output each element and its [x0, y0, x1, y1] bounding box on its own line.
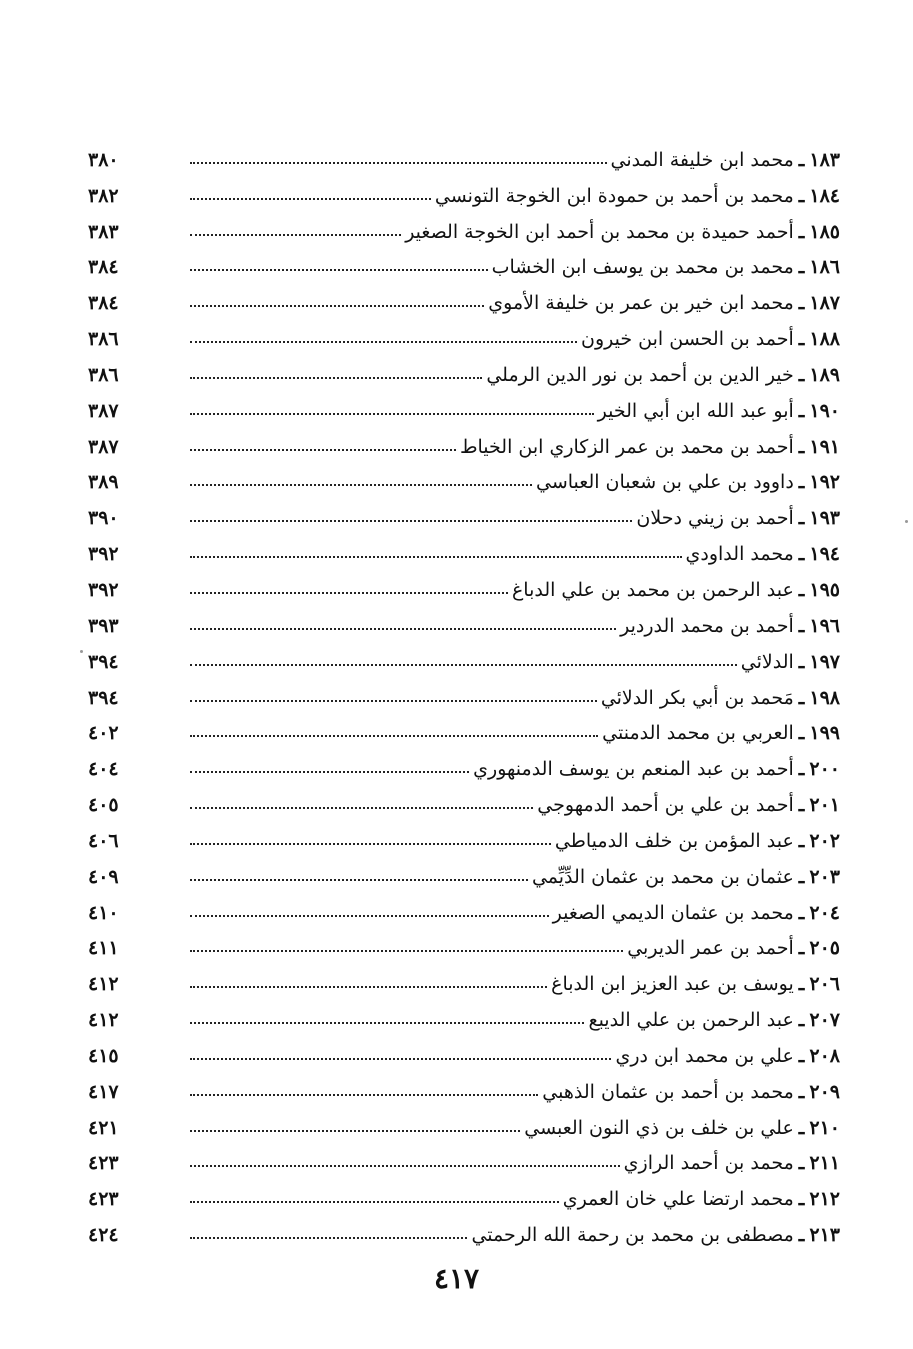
dot-leader	[190, 628, 616, 630]
entry-title: أحمد بن علي بن أحمد الدمهوجي	[537, 794, 794, 817]
dot-leader	[190, 592, 508, 594]
entry-number: ١٩٠	[809, 399, 840, 422]
entry-page-number: ٣٩٢	[88, 543, 119, 566]
entry-separator: ـ	[798, 148, 805, 171]
dot-leader	[190, 879, 528, 881]
print-speck	[905, 520, 908, 523]
entry-title: علي بن خلف بن ذي النون العبسي	[524, 1116, 794, 1139]
entry-title: محمد بن أحمد بن حمودة ابن الخوجة التونسي	[434, 184, 794, 207]
entry-title: علي بن محمد ابن دري	[615, 1044, 794, 1067]
dot-leader	[190, 1201, 559, 1203]
toc-entry	[88, 601, 840, 637]
entry-page-number: ٤٠٢	[88, 722, 119, 745]
entry-number: ٢٠٧	[809, 1009, 840, 1032]
dot-leader	[190, 1022, 584, 1024]
entry-page-number: ٣٩٤	[88, 686, 119, 709]
entry-number: ٢١٢	[809, 1188, 840, 1211]
entry-number: ١٩٢	[809, 471, 840, 494]
entry-number: ١٨٧	[809, 292, 840, 315]
entry-separator: ـ	[798, 471, 805, 494]
entry-title: محمد بن أحمد بن عثمان الذهبي	[542, 1080, 794, 1103]
dot-leader	[190, 1165, 620, 1167]
dot-leader	[190, 198, 431, 200]
entry-separator: ـ	[798, 722, 805, 745]
entry-separator: ـ	[798, 1188, 805, 1211]
entry-page-number: ٤١٥	[88, 1044, 119, 1067]
dot-leader	[190, 735, 598, 737]
toc-entry	[88, 924, 840, 960]
entry-page-number: ٤٠٤	[88, 758, 119, 781]
entry-page-number: ٣٨٤	[88, 256, 119, 279]
entry-page-number: ٣٨٢	[88, 184, 119, 207]
toc-entry	[88, 529, 840, 565]
entry-title: محمد ابن خليفة المدني	[610, 148, 794, 171]
entry-separator: ـ	[798, 292, 805, 315]
toc-entry	[88, 744, 840, 780]
toc-entry	[88, 207, 840, 243]
entry-separator: ـ	[798, 865, 805, 888]
entry-title: العربي بن محمد الدمنتي	[602, 722, 794, 745]
entry-page-number: ٤٢٣	[88, 1152, 119, 1175]
toc-entry	[88, 565, 840, 601]
toc-entry	[88, 637, 840, 673]
entry-page-number: ٣٩٠	[88, 507, 119, 530]
entry-separator: ـ	[798, 328, 805, 351]
toc-entry	[88, 386, 840, 422]
entry-title: داوود بن علي بن شعبان العباسي	[536, 471, 794, 494]
dot-leader	[190, 664, 737, 666]
toc-entry	[88, 1210, 840, 1246]
entry-page-number: ٤١٢	[88, 973, 119, 996]
entry-page-number: ٣٨٣	[88, 220, 119, 243]
entry-separator: ـ	[798, 901, 805, 924]
toc-entry	[88, 422, 840, 458]
toc-entry	[88, 959, 840, 995]
toc-entry	[88, 888, 840, 924]
dot-leader	[190, 484, 532, 486]
dot-leader	[190, 556, 682, 558]
entry-page-number: ٤٠٦	[88, 829, 119, 852]
dot-leader	[190, 807, 533, 809]
entry-separator: ـ	[798, 435, 805, 458]
entry-title: أحمد بن عمر الديربي	[627, 937, 794, 960]
toc-entry	[88, 243, 840, 279]
entry-page-number: ٤٢١	[88, 1116, 119, 1139]
dot-leader	[190, 771, 469, 773]
entry-number: ٢١٣	[809, 1224, 840, 1247]
dot-leader	[190, 520, 632, 522]
entry-number: ٢٠١	[809, 794, 840, 817]
entry-title: أحمد بن الحسن ابن خيرون	[581, 328, 794, 351]
entry-number: ١٩٩	[809, 722, 840, 745]
entry-title: عبد الرحمن بن محمد بن علي الدباغ	[511, 578, 794, 601]
dot-leader	[190, 1130, 520, 1132]
entry-separator: ـ	[798, 1080, 805, 1103]
entry-number: ١٨٥	[809, 220, 840, 243]
entry-separator: ـ	[798, 1044, 805, 1067]
entry-title: محمد بن أحمد الرازي	[623, 1152, 794, 1175]
entry-separator: ـ	[798, 220, 805, 243]
toc-entry	[88, 458, 840, 494]
entry-title: محمد ابن خير بن عمر بن خليفة الأموي	[488, 292, 794, 315]
entry-number: ٢١٠	[809, 1116, 840, 1139]
entry-separator: ـ	[798, 829, 805, 852]
toc-entry	[88, 673, 840, 709]
entry-page-number: ٣٨٦	[88, 328, 119, 351]
entry-title: أحمد بن محمد الدردير	[620, 614, 794, 637]
entry-number: ١٨٤	[809, 184, 840, 207]
entry-title: عثمان بن محمد بن عثمان الدِّيِّمي	[531, 865, 794, 888]
entry-number: ٢٠٠	[809, 758, 840, 781]
toc-entry	[88, 852, 840, 888]
entry-separator: ـ	[798, 937, 805, 960]
entry-title: يوسف بن عبد العزيز ابن الدباغ	[551, 973, 794, 996]
dot-leader	[190, 162, 607, 164]
entry-title: مَحمد بن أبي بكر الدلائي	[600, 686, 794, 709]
entry-separator: ـ	[798, 1009, 805, 1032]
entry-title: خير الدين بن أحمد بن نور الدين الرملي	[486, 363, 794, 386]
entry-number: ٢٠٤	[809, 901, 840, 924]
toc-entry	[88, 493, 840, 529]
entry-separator: ـ	[798, 650, 805, 673]
entry-number: ١٩٨	[809, 686, 840, 709]
entry-title: أحمد بن زيني دحلان	[636, 507, 794, 530]
entry-page-number: ٣٩٤	[88, 650, 119, 673]
entry-page-number: ٤٠٥	[88, 794, 119, 817]
dot-leader	[190, 915, 549, 917]
toc-entry	[88, 171, 840, 207]
entry-title: محمد بن محمد بن يوسف ابن الخشاب	[491, 256, 794, 279]
page-number: ٤١٧	[433, 1262, 480, 1295]
entry-separator: ـ	[798, 758, 805, 781]
entry-page-number: ٣٩٣	[88, 614, 119, 637]
entry-page-number: ٤١١	[88, 937, 119, 960]
dot-leader	[190, 377, 482, 379]
entry-page-number: ٤٢٣	[88, 1188, 119, 1211]
entry-separator: ـ	[798, 1224, 805, 1247]
entry-title: عبد المؤمن بن خلف الدمياطي	[554, 829, 794, 852]
entry-number: ١٨٩	[809, 363, 840, 386]
entry-number: ١٨٦	[809, 256, 840, 279]
entry-number: ١٩١	[809, 435, 840, 458]
dot-leader	[190, 449, 456, 451]
entry-title: محمد ارتضا علي خان العمري	[562, 1188, 794, 1211]
entry-number: ٢٠٥	[809, 937, 840, 960]
entry-page-number: ٤١٢	[88, 1009, 119, 1032]
toc-entry	[88, 1103, 840, 1139]
entry-separator: ـ	[798, 578, 805, 601]
entry-number: ٢٠٣	[809, 865, 840, 888]
print-speck	[80, 650, 83, 653]
entry-separator: ـ	[798, 1152, 805, 1175]
entry-separator: ـ	[798, 363, 805, 386]
entry-number: ١٩٤	[809, 543, 840, 566]
entry-number: ٢٠٩	[809, 1080, 840, 1103]
entry-page-number: ٣٨٧	[88, 399, 119, 422]
dot-leader	[190, 341, 577, 343]
entry-number: ٢٠٢	[809, 829, 840, 852]
entry-title: محمد الداودي	[685, 543, 794, 566]
toc-entry	[88, 278, 840, 314]
entry-separator: ـ	[798, 973, 805, 996]
entry-page-number: ٣٨٦	[88, 363, 119, 386]
entry-separator: ـ	[798, 507, 805, 530]
entry-title: أبو عبد الله ابن أبي الخير	[597, 399, 794, 422]
toc-entry	[88, 816, 840, 852]
entry-separator: ـ	[798, 614, 805, 637]
entry-number: ٢٠٦	[809, 973, 840, 996]
entry-title: محمد بن عثمان الديمي الصغير	[552, 901, 794, 924]
entry-separator: ـ	[798, 794, 805, 817]
dot-leader	[190, 700, 597, 702]
toc-entry	[88, 1174, 840, 1210]
entry-number: ١٩٧	[809, 650, 840, 673]
entry-number: ١٩٣	[809, 507, 840, 530]
dot-leader	[190, 413, 594, 415]
entry-title: الدلائي	[740, 650, 794, 673]
toc-entry	[88, 1139, 840, 1175]
entry-title: أحمد حميدة بن محمد بن أحمد ابن الخوجة الصغير	[405, 220, 794, 243]
toc-entry	[88, 995, 840, 1031]
entry-page-number: ٣٨٧	[88, 435, 119, 458]
entry-separator: ـ	[798, 256, 805, 279]
entry-title: عبد الرحمن بن علي الديبع	[588, 1009, 794, 1032]
entry-title: أحمد بن محمد بن عمر الزكاري ابن الخياط	[459, 435, 794, 458]
entry-number: ١٩٥	[809, 578, 840, 601]
dot-leader	[190, 1237, 467, 1239]
entry-page-number: ٣٨٤	[88, 292, 119, 315]
entry-page-number: ٤١٠	[88, 901, 119, 924]
toc-entry	[88, 314, 840, 350]
entry-number: ١٩٦	[809, 614, 840, 637]
entry-number: ٢٠٨	[809, 1044, 840, 1067]
entry-page-number: ٣٨٠	[88, 148, 119, 171]
dot-leader	[190, 1058, 611, 1060]
entry-title: مصطفى بن محمد بن رحمة الله الرحمتي	[471, 1224, 794, 1247]
entry-separator: ـ	[798, 1116, 805, 1139]
dot-leader	[190, 986, 547, 988]
entry-separator: ـ	[798, 543, 805, 566]
toc-entry	[88, 780, 840, 816]
entry-page-number: ٤٢٤	[88, 1224, 119, 1247]
dot-leader	[190, 843, 551, 845]
entry-title: أحمد بن عبد المنعم بن يوسف الدمنهوري	[473, 758, 794, 781]
entry-page-number: ٣٩٢	[88, 578, 119, 601]
entry-page-number: ٣٨٩	[88, 471, 119, 494]
dot-leader	[190, 950, 623, 952]
toc-entry	[88, 135, 840, 171]
entry-separator: ـ	[798, 399, 805, 422]
toc-entry	[88, 350, 840, 386]
dot-leader	[190, 305, 484, 307]
entry-number: ١٨٨	[809, 328, 840, 351]
entry-number: ١٨٣	[809, 148, 840, 171]
entry-page-number: ٤١٧	[88, 1080, 119, 1103]
entry-separator: ـ	[798, 686, 805, 709]
toc-entry	[88, 1067, 840, 1103]
toc-entry	[88, 1031, 840, 1067]
entry-separator: ـ	[798, 184, 805, 207]
entry-page-number: ٤٠٩	[88, 865, 119, 888]
entry-number: ٢١١	[809, 1152, 840, 1175]
dot-leader	[190, 234, 401, 236]
dot-leader	[190, 1094, 538, 1096]
table-of-contents	[88, 135, 840, 1246]
toc-entry	[88, 709, 840, 745]
dot-leader	[190, 269, 488, 271]
